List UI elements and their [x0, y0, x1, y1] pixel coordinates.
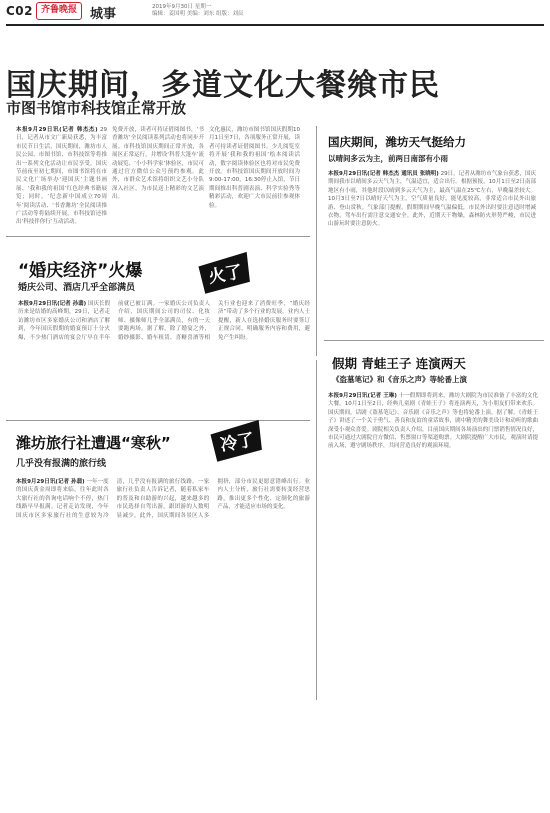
cold-stamp-text: 冷了: [218, 430, 256, 456]
wedding-headline: “婚庆经济”火爆: [18, 261, 143, 281]
section-divider-right: [324, 340, 544, 341]
theater-text: 十一假期即将到来，潍坊大剧院为市民准备了丰富的文化大餐。10月1日至2日，经典儿童剧《青蛙王子》将连演两天，为小朋友们带来欢乐。国庆期间，话剧《盗墓笔记》、音乐剧《音乐之声》等也将轮番上演。据了解，《青蛙王子》讲述了一个关于勇气、善良和友谊的童话故事，剧中精美的舞美设计和动听的歌曲深受小观众喜爱。剧院相关负责人介绍，目前国庆期间各场演出的门票销售情况良好，市民可通过大剧院官方微信、售票窗口等渠道购票。大剧院提醒广大市民，观演时请提前入场，遵守剧场秩序，共同营造良好的观演环境。: [328, 393, 538, 450]
meta-editors: 编辑：姜国明 美编：刘东 组版：刘辰: [152, 11, 244, 17]
weather-text: 29日，记者从潍坊市气象台获悉，国庆期间我市以晴间多云天气为主，气温适宜，适合出行。根据预报，10月1日至2日南部地区有小雨，其他时段以晴到多云天气为主，最高气温在25℃左右，早晚温差较大。10月3日至7日以晴好天气为主，空气质量良好，能见度较高，非常适合市民外出旅游、登山赏秋。气象部门提醒，假期期间早晚气温偏低，市民外出时要注意适时增减衣物，驾车出行需注意交通安全。此外，近期天干物燥，森林防火形势严峻，市民进山游玩时要注意防火。: [328, 171, 536, 228]
travel-headline: 潍坊旅行社遭遇“寒秋”: [16, 434, 171, 452]
wedding-byline: 本报9月29日讯(记者 孙翡): [18, 301, 87, 307]
weather-headline: 国庆期间，潍坊天气挺给力: [328, 135, 466, 149]
wedding-article-body: [18, 300, 310, 396]
weather-article-body: [328, 170, 536, 330]
main-subheadline: 市图书馆市科技馆正常开放: [6, 99, 187, 117]
travel-text: 一年一度的国庆黄金周即将来临，往年此时各大旅行社的咨询电话响个不停，热门线路早早报满。记者走访发现，今年国庆市区多家旅行社的生意较为冷清，几乎没有报满的旅行线路。一家旅行社负责人告诉记者，随着私家车的普及和自助游的兴起，越来越多的市民选择自驾出游，跟团游的人数明显减少。此外，国庆期间各景区人多拥挤，部分市民更愿意错峰出行。业内人士分析，旅行社需要转变经营思路，推出更多个性化、定制化的旅游产品，才能适应市场的变化。: [16, 479, 310, 519]
wedding-subheadline: 婚庆公司、酒店几乎全部满员: [18, 283, 136, 293]
travel-article-body: [16, 478, 310, 638]
main-article-col2: 免费开放，读者可持证借阅图书，‘书香潍坊’全民阅读系列活动也将同步开展。市科技馆国庆期间正常开放，各展区正常运行，并增设‘科普大篷车’流动展览、‘小小科学家’体验区，市民可通过官方微信公众号预约参观。此外，市群众艺术馆将组织文艺小分队深入社区，为市民送上精彩的文艺演出。: [112, 127, 204, 201]
section-divider: [6, 236, 310, 237]
page-number: C02: [6, 4, 34, 18]
weather-byline: 本报9月29日讯(记者 韩杰杰 通讯员 张晓明): [328, 171, 439, 177]
theater-headline: 假期 青蛙王子 连演两天: [332, 356, 466, 371]
meta-date: 2019年9月30日 星期一: [152, 4, 212, 10]
theater-byline: 本报9月29日讯(记者 王琳): [328, 393, 397, 399]
theater-subheadline: 《盗墓笔记》和《音乐之声》等轮番上演: [332, 375, 467, 384]
travel-byline: 本报9月29日讯(记者 孙翡): [16, 479, 85, 485]
column-divider-lower: [316, 360, 317, 700]
main-headline: 国庆期间，多道文化大餐飨市民: [6, 68, 440, 103]
section-name: 城事: [90, 7, 117, 22]
column-divider: [316, 126, 317, 356]
header-meta: [152, 4, 244, 18]
section-divider-lower: [6, 420, 310, 421]
main-byline: 本报9月29日讯(记者 韩杰杰): [16, 127, 98, 133]
paper-logo: 齐鲁晚报: [36, 2, 82, 20]
hot-stamp-text: 火了: [206, 262, 244, 288]
wedding-text: 国庆长假历来是结婚的高峰期。29日，记者走访潍坊市区多家婚庆公司和酒店了解到，今年国庆假期的婚宴预订十分火爆，不少热门酒店的宴会厅早在半年前就已被订满。一家婚庆公司负责人介绍，国庆期间公司的司仪、化妆师、摄像师几乎全部满员，有的一天要跑两场。据了解，除了婚宴之外，婚纱摄影、婚车租赁、喜糖喜酒等相关行业也迎来了消费旺季，“婚庆经济”带动了多个行业的发展。业内人士提醒，新人在选择婚庆服务时要签订正规合同，明确服务内容和费用，避免产生纠纷。: [18, 301, 310, 341]
theater-article-body: [328, 392, 538, 682]
header-rule: [6, 24, 544, 26]
main-col1-text: 29日，记者从市文广新局获悉，为丰富市民节日生活，国庆期间，潍坊市人民公园、市图书馆、市科技馆等将推出一系列文化活动让市民享受。国庆节前夜至初七期间，市图书馆将在市民文化广场举办‘迎国庆’主题书画展、‘我和我的祖国’红色经典书籍展览；同时，‘纪念新中国成立70周年’阅读活动、‘书香潍坊’全民阅读推广活动等将陆续开展。市科技馆还推出‘科技伴你行’互动活动。: [16, 127, 107, 226]
page-header: [0, 0, 550, 26]
main-article-col3: 文化惠民，潍坊市图书馆国庆假期10月1日至7日，各项服务正常开展，读者可持读者证借阅图书。少儿阅览室将开展‘我和我的祖国’绘本阅读活动，数字阅读体验区也将对市民免费开放。市科技馆国庆期间开放时间为9:00-17:00，16:30停止入馆，节日期间推出科普剧表演、科学实验秀等精彩活动，欢迎广大市民前往参观体验。: [209, 127, 300, 209]
travel-subheadline: 几乎没有报满的旅行线: [16, 459, 107, 469]
weather-subheadline: 以晴间多云为主，前两日南部有小雨: [328, 154, 448, 163]
main-article-col1: [16, 126, 107, 226]
cold-stamp-icon: [205, 415, 269, 466]
hot-stamp-icon: [193, 247, 257, 298]
